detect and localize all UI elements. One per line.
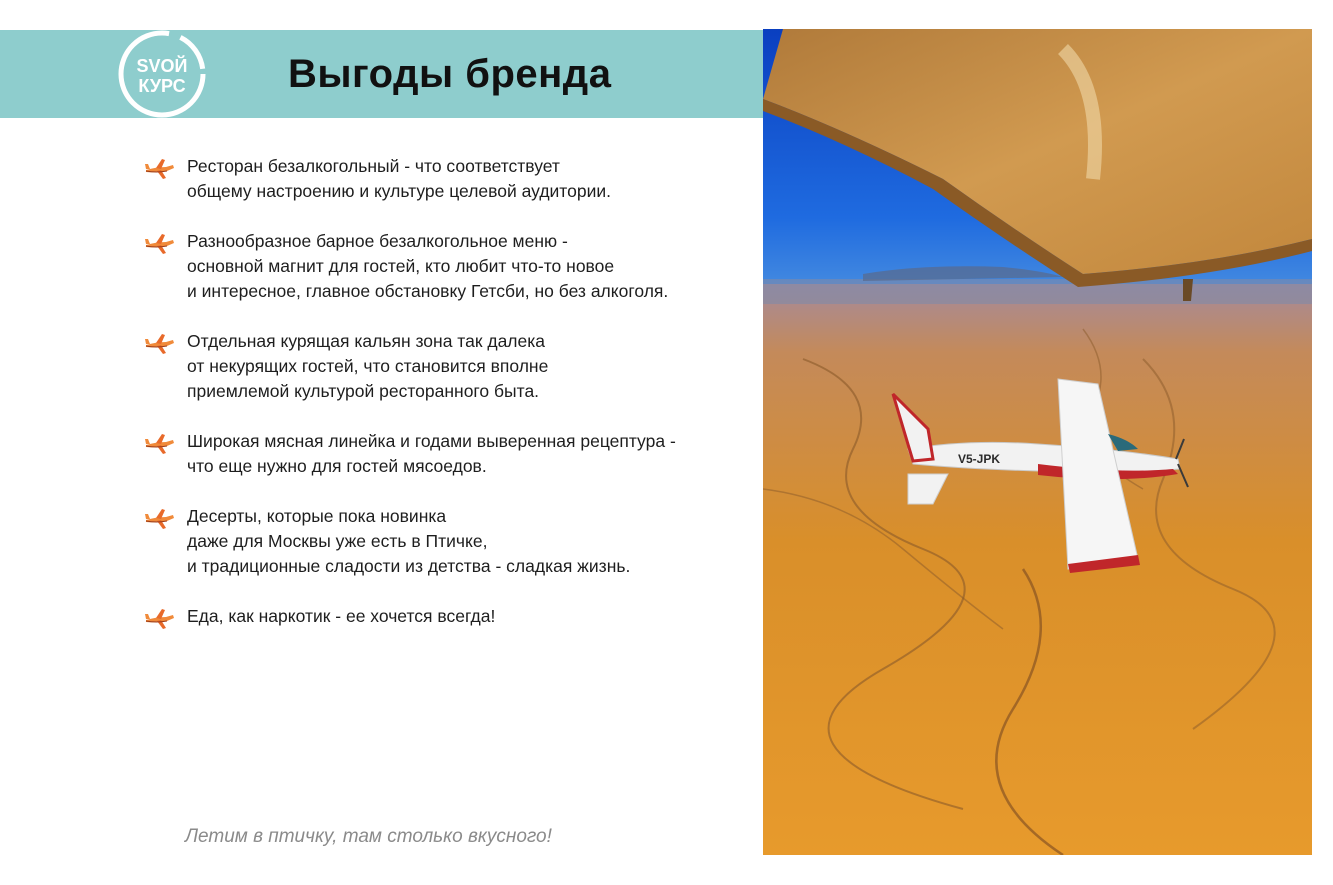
- airplane-icon: [144, 608, 175, 630]
- logo-line1: SVOЙ: [136, 56, 188, 76]
- page-title: Выгоды бренда: [288, 52, 612, 96]
- airplane-icon: [144, 333, 175, 355]
- benefit-text-line: общему настроению и культуре целевой аудитории.: [187, 181, 612, 201]
- benefit-text-line: основной магнит для гостей, кто любит что-то новое: [187, 256, 615, 276]
- aerial-airplane-photo: [763, 29, 1312, 855]
- brand-logo: [113, 28, 211, 120]
- airplane-icon: [144, 508, 175, 530]
- benefit-text-line: даже для Москвы уже есть в Птичке,: [187, 531, 488, 551]
- benefit-text-line: Еда, как наркотик - ее хочется всегда!: [187, 606, 496, 626]
- benefits-list: [144, 154, 744, 629]
- benefit-item: [144, 429, 744, 479]
- benefit-text-line: приемлемой культурой ресторанного быта.: [187, 381, 540, 401]
- benefit-text-line: и интересное, главное обстановку Гетсби, но без алкоголя.: [187, 281, 669, 301]
- benefit-item: [144, 154, 744, 204]
- airplane-icon: [144, 158, 175, 180]
- benefit-item: [144, 504, 744, 579]
- benefit-text-line: и традиционные сладости из детства - сладкая жизнь.: [187, 556, 631, 576]
- airplane-icon: [144, 233, 175, 255]
- plane-registration: V5-JPK: [958, 452, 1001, 466]
- benefit-item: [144, 229, 744, 304]
- footer-tagline: Летим в птичку, там столько вкусного!: [185, 826, 552, 847]
- benefit-text-line: Десерты, которые пока новинка: [187, 506, 447, 526]
- benefit-text-line: от некурящих гостей, что становится вполне: [187, 356, 549, 376]
- benefit-item: [144, 329, 744, 404]
- benefit-text-line: Широкая мясная линейка и годами выверенная рецептура -: [187, 431, 676, 451]
- benefit-text-line: Отдельная курящая кальян зона так далека: [187, 331, 546, 351]
- benefit-item: [144, 604, 744, 629]
- benefit-text-line: Разнообразное барное безалкогольное меню -: [187, 231, 568, 251]
- logo-line2: КУРС: [138, 76, 186, 96]
- benefit-text-line: Ресторан безалкогольный - что соответствует: [187, 156, 560, 176]
- airplane-icon: [144, 433, 175, 455]
- benefit-text-line: что еще нужно для гостей мясоедов.: [187, 456, 487, 476]
